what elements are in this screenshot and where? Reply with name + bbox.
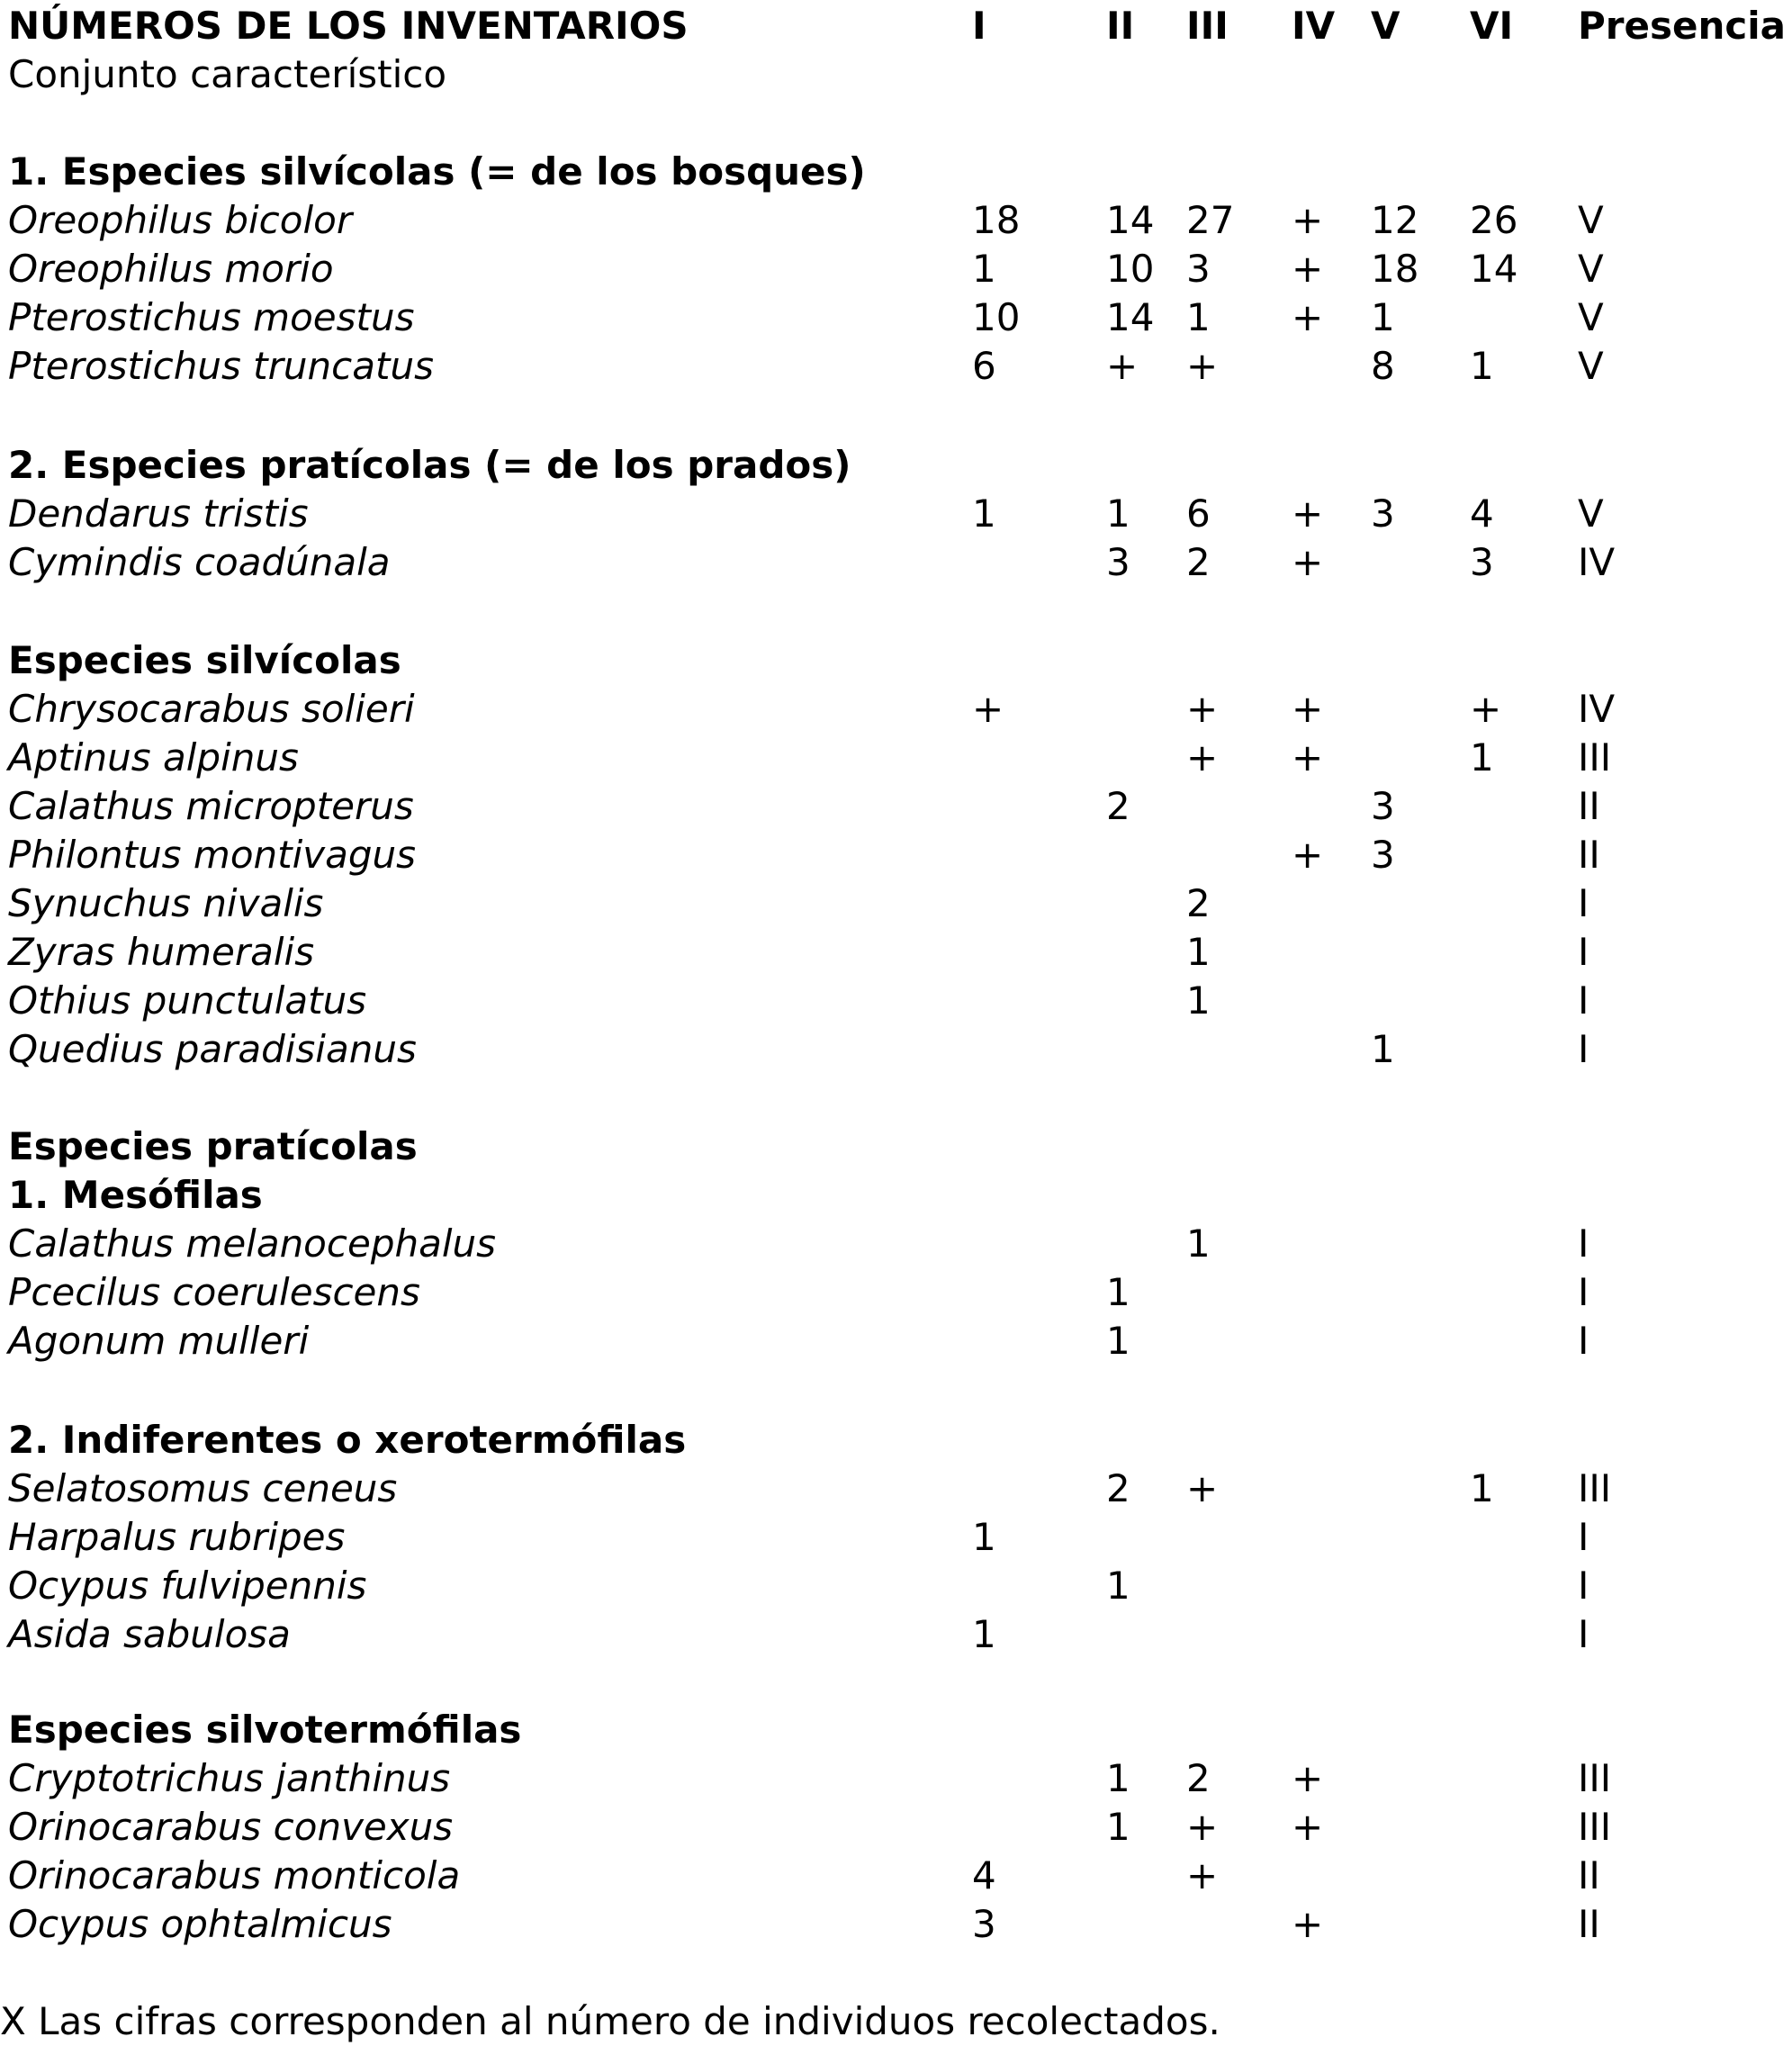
table-row: [0, 1317, 1792, 1366]
section-heading: Especies silvícolas: [8, 638, 401, 682]
cell-col-v: 3: [1371, 491, 1395, 536]
cell-col-presencia: III: [1578, 735, 1612, 780]
species-name: Zyras humeralis: [8, 930, 315, 974]
section-heading: Especies pratícolas: [8, 1124, 418, 1168]
cell-col-vi: 26: [1470, 198, 1518, 242]
table-row: [0, 879, 1792, 928]
table-row: [0, 1268, 1792, 1317]
table-row: [0, 1025, 1792, 1074]
species-name: Philontus montivagus: [8, 833, 417, 877]
section-heading-row: [0, 636, 1792, 685]
cell-col-v: 1: [1371, 1027, 1395, 1071]
species-name: Calathus melanocephalus: [8, 1221, 497, 1266]
cell-col-iii: 3: [1186, 247, 1211, 291]
cell-col-vi: 3: [1470, 540, 1494, 584]
cell-col-presencia: I: [1578, 1270, 1589, 1314]
cell-col-iv: +: [1292, 1756, 1324, 1800]
table-row: [0, 1610, 1792, 1659]
cell-col-iv: +: [1292, 833, 1324, 877]
species-name: Chrysocarabus solieri: [8, 687, 415, 731]
cell-col-vi: +: [1470, 687, 1502, 731]
species-name: Dendarus tristis: [8, 491, 309, 536]
cell-col-presencia: IV: [1578, 540, 1616, 584]
cell-col-presencia: I: [1578, 1027, 1589, 1071]
cell-col-iv: +: [1292, 1805, 1324, 1849]
cell-col-ii: 14: [1106, 295, 1155, 339]
species-name: Asida sabulosa: [8, 1612, 291, 1656]
cell-col-iii: 1: [1186, 1221, 1211, 1266]
cell-col-vi: 1: [1470, 735, 1494, 780]
table-row: [0, 1754, 1792, 1803]
cell-col-i: 18: [972, 198, 1021, 242]
species-name: Cryptotrichus janthinus: [8, 1756, 451, 1800]
table-row: [0, 196, 1792, 245]
cell-col-vi: 14: [1470, 247, 1518, 291]
section-subheading: 1. Mesófilas: [8, 1173, 263, 1217]
section-heading-row: [0, 1122, 1792, 1171]
cell-col-presencia: I: [1578, 881, 1589, 925]
species-name: Pcecilus coerulescens: [8, 1270, 420, 1314]
cell-col-iii: +: [1186, 735, 1219, 780]
cell-col-iv: +: [1292, 540, 1324, 584]
cell-col-iii: 2: [1186, 1756, 1211, 1800]
table-row: [0, 1803, 1792, 1852]
cell-col-iv: +: [1292, 735, 1324, 780]
species-name: Oreophilus morio: [8, 247, 334, 291]
column-header-iii: III: [1186, 4, 1229, 48]
cell-col-v: 3: [1371, 784, 1395, 828]
cell-col-vi: 1: [1470, 344, 1494, 388]
cell-col-iv: +: [1292, 491, 1324, 536]
cell-col-presencia: III: [1578, 1805, 1612, 1849]
cell-col-ii: 1: [1106, 1270, 1130, 1314]
cell-col-presencia: V: [1578, 491, 1604, 536]
species-name: Harpalus rubripes: [8, 1515, 346, 1559]
table-row: [0, 1852, 1792, 1900]
cell-col-presencia: II: [1578, 1853, 1600, 1897]
section-heading-row: [0, 148, 1792, 196]
species-name: Cymindis coadúnala: [8, 540, 391, 584]
cell-col-iii: 2: [1186, 540, 1211, 584]
cell-col-i: +: [972, 687, 1004, 731]
table-row: [0, 734, 1792, 782]
cell-col-iv: +: [1292, 1902, 1324, 1946]
cell-col-i: 3: [972, 1902, 996, 1946]
species-name: Agonum mulleri: [8, 1319, 310, 1363]
species-name: Orinocarabus monticola: [8, 1853, 461, 1897]
column-header-presencia: Presencia: [1578, 4, 1786, 48]
cell-col-vi: 1: [1470, 1466, 1494, 1510]
cell-col-vi: 4: [1470, 491, 1494, 536]
cell-col-v: 3: [1371, 833, 1395, 877]
cell-col-ii: 1: [1106, 1805, 1130, 1849]
cell-col-presencia: I: [1578, 1319, 1589, 1363]
cell-col-ii: 1: [1106, 1319, 1130, 1363]
cell-col-i: 1: [972, 1515, 996, 1559]
footnote: X Las cifras corresponden al número de individuos recolectados.: [0, 1999, 1220, 2043]
cell-col-i: 1: [972, 1612, 996, 1656]
cell-col-ii: 2: [1106, 784, 1130, 828]
section-heading-row: [0, 1416, 1792, 1465]
cell-col-iii: 1: [1186, 930, 1211, 974]
cell-col-presencia: I: [1578, 1515, 1589, 1559]
cell-col-iii: 27: [1186, 198, 1235, 242]
subtitle: Conjunto característico: [8, 52, 447, 96]
cell-col-presencia: II: [1578, 1902, 1600, 1946]
species-name: Pterostichus truncatus: [8, 344, 434, 388]
table-row: [0, 538, 1792, 587]
header-row: [0, 2, 1792, 50]
table-row: [0, 245, 1792, 293]
species-name: Orinocarabus convexus: [8, 1805, 454, 1849]
table-row: [0, 293, 1792, 342]
cell-col-presencia: I: [1578, 1612, 1589, 1656]
cell-col-presencia: V: [1578, 198, 1604, 242]
cell-col-iii: +: [1186, 1805, 1219, 1849]
cell-col-iii: 2: [1186, 881, 1211, 925]
species-name: Synuchus nivalis: [8, 881, 324, 925]
cell-col-presencia: I: [1578, 1221, 1589, 1266]
cell-col-ii: 14: [1106, 198, 1155, 242]
cell-col-i: 4: [972, 1853, 996, 1897]
table-row: [0, 977, 1792, 1025]
section-heading: 1. Especies silvícolas (= de los bosques): [8, 149, 866, 194]
cell-col-iii: 1: [1186, 978, 1211, 1023]
cell-col-ii: 1: [1106, 1564, 1130, 1608]
cell-col-presencia: V: [1578, 295, 1604, 339]
table-row: [0, 928, 1792, 977]
table-row: [0, 490, 1792, 538]
species-name: Pterostichus moestus: [8, 295, 415, 339]
cell-col-presencia: I: [1578, 978, 1589, 1023]
cell-col-ii: 1: [1106, 491, 1130, 536]
section-heading: Especies silvotermófilas: [8, 1708, 522, 1752]
column-header-v: V: [1371, 4, 1400, 48]
cell-col-i: 1: [972, 247, 996, 291]
cell-col-v: 8: [1371, 344, 1395, 388]
cell-col-v: 1: [1371, 295, 1395, 339]
cell-col-presencia: III: [1578, 1466, 1612, 1510]
column-header-vi: VI: [1470, 4, 1514, 48]
cell-col-i: 10: [972, 295, 1021, 339]
table-row: [0, 831, 1792, 879]
cell-col-iii: +: [1186, 1466, 1219, 1510]
cell-col-iv: +: [1292, 295, 1324, 339]
cell-col-presencia: III: [1578, 1756, 1612, 1800]
cell-col-ii: 2: [1106, 1466, 1130, 1510]
cell-col-presencia: II: [1578, 833, 1600, 877]
species-name: Quedius paradisianus: [8, 1027, 417, 1071]
table-row: [0, 1465, 1792, 1513]
cell-col-ii: +: [1106, 344, 1139, 388]
table-row: [0, 685, 1792, 734]
species-name: Oreophilus bicolor: [8, 198, 353, 242]
subtitle-row: [0, 50, 1792, 99]
cell-col-iv: +: [1292, 247, 1324, 291]
cell-col-ii: 1: [1106, 1756, 1130, 1800]
cell-col-v: 12: [1371, 198, 1419, 242]
cell-col-iii: +: [1186, 1853, 1219, 1897]
cell-col-iii: +: [1186, 687, 1219, 731]
cell-col-presencia: V: [1578, 344, 1604, 388]
section-heading-row: [0, 1706, 1792, 1754]
cell-col-iii: 6: [1186, 491, 1211, 536]
section-heading-row: [0, 441, 1792, 490]
cell-col-presencia: V: [1578, 247, 1604, 291]
cell-col-presencia: I: [1578, 930, 1589, 974]
cell-col-presencia: I: [1578, 1564, 1589, 1608]
cell-col-i: 6: [972, 344, 996, 388]
column-header-ii: II: [1106, 4, 1135, 48]
section-heading: 2. Especies pratícolas (= de los prados): [8, 443, 851, 487]
species-name: Selatosomus ceneus: [8, 1466, 398, 1510]
table-row: [0, 1220, 1792, 1268]
cell-col-iv: +: [1292, 198, 1324, 242]
species-name: Ocypus fulvipennis: [8, 1564, 367, 1608]
cell-col-ii: 10: [1106, 247, 1155, 291]
cell-col-iii: 1: [1186, 295, 1211, 339]
cell-col-iii: +: [1186, 344, 1219, 388]
cell-col-presencia: IV: [1578, 687, 1616, 731]
species-name: Aptinus alpinus: [8, 735, 299, 780]
section-subheading-row: [0, 1171, 1792, 1220]
species-name: Calathus micropterus: [8, 784, 414, 828]
cell-col-v: 18: [1371, 247, 1419, 291]
table-row: [0, 782, 1792, 831]
table-row: [0, 342, 1792, 391]
cell-col-iv: +: [1292, 687, 1324, 731]
species-name: Othius punctulatus: [8, 978, 367, 1023]
species-name: Ocypus ophtalmicus: [8, 1902, 392, 1946]
table-row: [0, 1513, 1792, 1562]
table-title: NÚMEROS DE LOS INVENTARIOS: [8, 4, 689, 48]
column-header-i: I: [972, 4, 986, 48]
column-header-iv: IV: [1292, 4, 1336, 48]
cell-col-presencia: II: [1578, 784, 1600, 828]
table-row: [0, 1562, 1792, 1610]
cell-col-i: 1: [972, 491, 996, 536]
table-row: [0, 1900, 1792, 1949]
section-heading: 2. Indiferentes o xerotermófilas: [8, 1418, 687, 1462]
cell-col-ii: 3: [1106, 540, 1130, 584]
